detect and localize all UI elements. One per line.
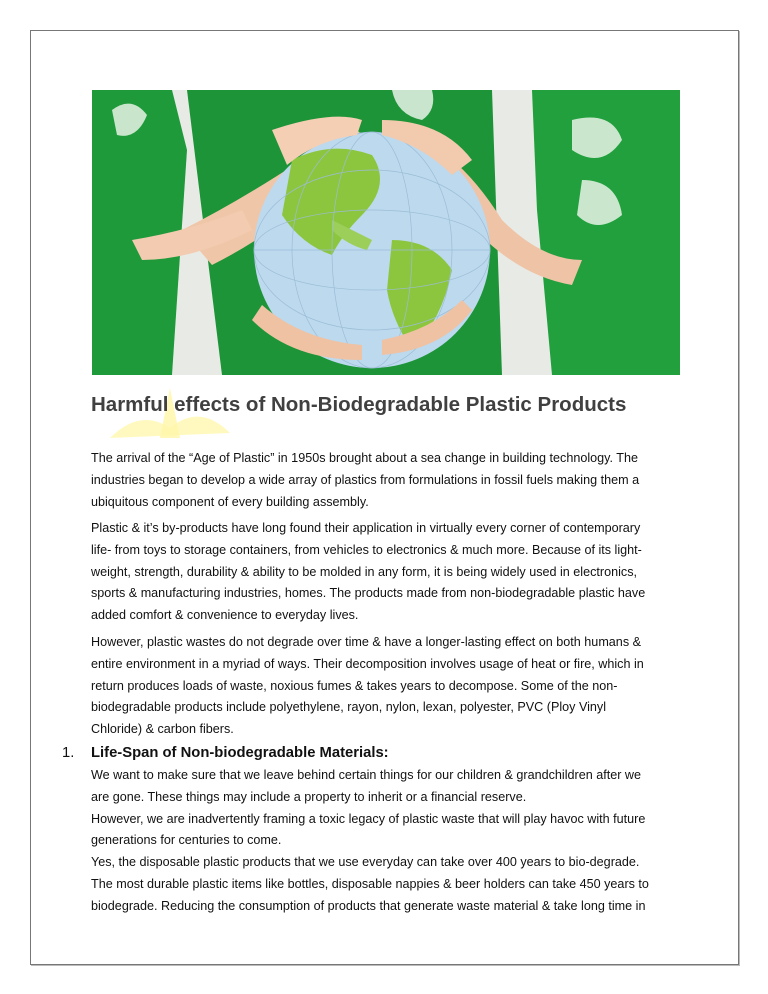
text-line: weight, strength, durability & ability to be molded in any form, it is being widely used in electronics, xyxy=(91,564,638,579)
text-line: life- from toys to storage containers, from vehicles to electronics & much more. Because of its light- xyxy=(91,542,642,557)
text-line: The arrival of the “Age of Plastic” in 1950s brought about a sea change in building technology. The xyxy=(91,451,639,465)
text-line: sports & manufacturing industries, homes. The products made from non-biodegradable plastic have xyxy=(91,586,646,601)
text-line: We want to make sure that we leave behind certain things for our children & grandchildren after we xyxy=(91,768,641,782)
text-line: industries began to develop a wide array of plastics from formulations in fossil fuels making them a xyxy=(91,472,640,487)
text-line: The most durable plastic items like bottles, disposable nappies & beer holders can take 450 years to xyxy=(91,876,649,891)
text-line: However, plastic wastes do not degrade over time & have a longer-lasting effect on both humans & xyxy=(91,635,642,649)
text-line: ubiquitous component of every building assembly. xyxy=(91,494,369,509)
text-line: However, we are inadvertently framing a toxic legacy of plastic waste that will play havoc with future xyxy=(91,811,646,826)
text-line: Plastic & it’s by-products have long found their application in virtually every corner of contemporary xyxy=(91,521,641,535)
section-body xyxy=(91,765,649,918)
text-line: added comfort & convenience to everyday lives. xyxy=(91,608,359,623)
text-line: generations for centuries to come. xyxy=(91,833,282,848)
text-line: biodegrade. Reducing the consumption of products that generate waste material & take long time in xyxy=(91,898,646,913)
text-line: Yes, the disposable plastic products that we use everyday can take over 400 years to bio-degrade. xyxy=(91,855,640,870)
hero-image-hands-holding-globe xyxy=(92,90,680,375)
section-heading-text: Life-Span of Non-biodegradable Materials: xyxy=(91,745,389,761)
text-line: return produces loads of waste, noxious fumes & takes years to decompose. Some of the non- xyxy=(91,678,618,693)
document-title: Harmful effects of Non-Biodegradable Plastic Products xyxy=(91,393,627,416)
paragraph-harm xyxy=(91,632,644,741)
list-number: 1. xyxy=(62,745,75,761)
text-line: biodegradable products include polyethylene, rayon, nylon, lexan, polyester, PVC (Ploy Vinyl xyxy=(91,700,607,715)
text-line: are gone. These things may include a property to inherit or a financial reserve. xyxy=(91,789,527,804)
paragraph-uses xyxy=(91,518,645,627)
paragraph-intro xyxy=(91,448,639,513)
section-heading xyxy=(62,745,389,761)
text-line: Chloride) & carbon fibers. xyxy=(91,722,234,737)
text-line: entire environment in a myriad of ways. Their decomposition involves usage of heat or fire, which in xyxy=(91,656,644,671)
